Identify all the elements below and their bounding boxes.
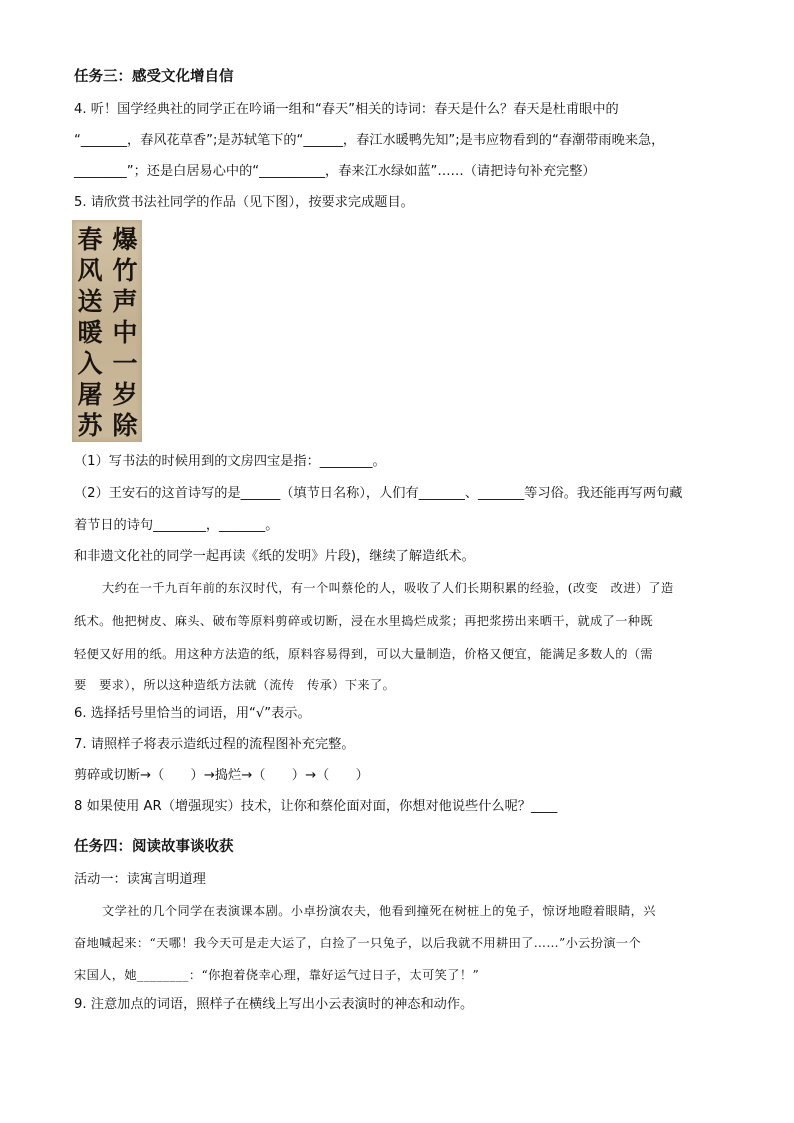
- calligraphy-right-column: [108, 224, 142, 441]
- calligraphy-char: 岁: [112, 380, 138, 409]
- calligraphy-char: 除: [112, 411, 138, 440]
- paper-passage-intro: 和非遗文化社的同学一起再读《纸的发明》片段)，继续了解造纸术。: [74, 549, 475, 564]
- question-7: 7. 请照样子将表示造纸过程的流程图补充完整。: [74, 737, 355, 752]
- section-task4-title: 任务四：阅读故事谈收获: [74, 839, 234, 855]
- calligraphy-char: 苏: [77, 411, 103, 440]
- story-line: 奋地喊起来：“天哪！我今天可是走大运了，白捡了一只兔子，以后我就不用耕田了……”小云扮演一个: [74, 936, 642, 950]
- calligraphy-char: 入: [77, 349, 103, 378]
- calligraphy-char: 暖: [77, 318, 103, 347]
- question-6: 6. 选择括号里恰当的词语，用“√”表示。: [74, 706, 311, 721]
- passage-line: 要 要求），所以这种造纸方法就（流传 传承）下来了。: [74, 678, 396, 692]
- calligraphy-char: 屠: [77, 380, 103, 409]
- question-5-2-line-2: 着节日的诗句________，_______。: [74, 518, 279, 533]
- calligraphy-artwork: [72, 220, 142, 442]
- question-5-1: （1）写书法的时候用到的文房四宝是指：________。: [74, 454, 386, 469]
- passage-line: 轻便又好用的纸。用这种方法造的纸，原料容易得到，可以大量制造，价格又便宜，能满足多数人的（需: [74, 647, 654, 661]
- question-8: 8 如果使用 AR（增强现实）技术，让你和蔡伦面对面，你想对他说些什么呢？____: [74, 799, 558, 814]
- calligraphy-char: 送: [77, 287, 103, 316]
- story-line: 文学社的几个同学在表演课本剧。小卓扮演农夫，他看到撞死在树桩上的兔子，惊讶地瞪着眼睛，兴: [102, 904, 656, 918]
- question-4-line-2: “_______，春风花草香”;是苏轼笔下的“______，春江水暖鸭先知”;是韦应物看到的“春潮带雨晚来急，: [74, 133, 665, 148]
- section-task3-title: 任务三：感受文化增自信: [74, 69, 234, 85]
- passage-line: 纸术。他把树皮、麻头、破布等原料剪碎或切断，浸在水里捣烂成浆；再把浆捞出来晒干，就成了一种既: [74, 614, 654, 628]
- question-4-line-1: 4. 听！国学经典社的同学正在吟诵一组和“春天”相关的诗词：春天是什么？春天是杜甫眼中的: [74, 102, 619, 117]
- calligraphy-char: 竹: [112, 256, 138, 285]
- activity-1-title: 活动一：读寓言明道理: [74, 872, 206, 887]
- calligraphy-char: 声: [112, 287, 138, 316]
- calligraphy-left-column: [73, 224, 107, 441]
- passage-line: 大约在一千九百年前的东汉时代，有一个叫蔡伦的人，吸收了人们长期积累的经验，(改变 改进）了造: [102, 581, 674, 595]
- calligraphy-char: 风: [77, 256, 103, 285]
- question-5: 5. 请欣赏书法社同学的作品（见下图），按要求完成题目。: [74, 195, 414, 210]
- flowchart-prompt: 剪碎或切断→（ ）→捣烂→（ ）→（ ）: [74, 768, 369, 783]
- question-5-2-line-1: （2）王安石的这首诗写的是______（填节日名称），人们有_______、_______等习俗。我还能再写两句藏: [74, 486, 683, 501]
- calligraphy-char: 春: [77, 225, 103, 254]
- question-4-line-3: ________”；还是白居易心中的“__________，春来江水绿如蓝”……（请把诗句补充完整）: [74, 164, 596, 179]
- calligraphy-char: 一: [112, 349, 138, 378]
- story-line: 宋国人，她________：“你抱着侥幸心理，靠好运气过日子，太可笑了！”: [74, 968, 480, 982]
- calligraphy-char: 中: [112, 318, 138, 347]
- question-9: 9. 注意加点的词语，照样子在横线上写出小云表演时的神态和动作。: [74, 997, 474, 1012]
- calligraphy-char: 爆: [112, 225, 138, 254]
